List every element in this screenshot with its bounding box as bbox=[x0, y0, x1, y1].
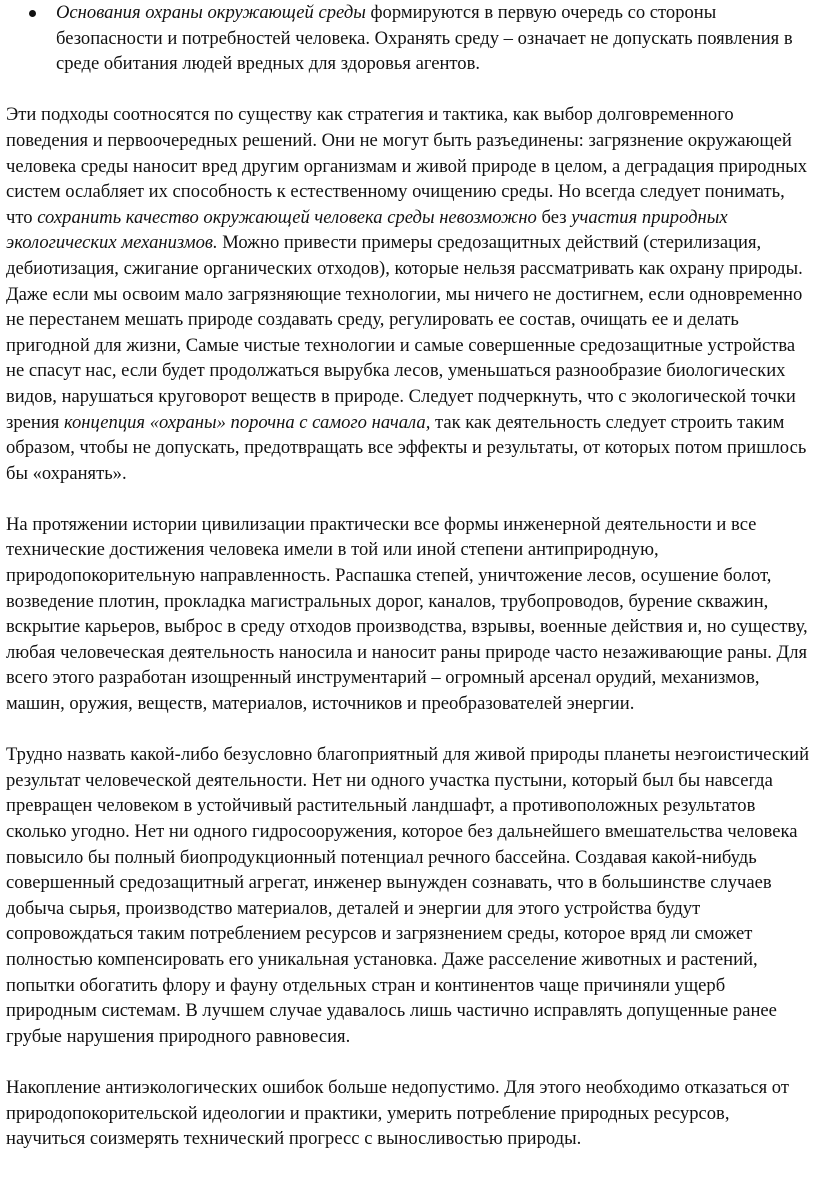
paragraph-gap bbox=[6, 1049, 812, 1075]
paragraph-1-emphasis-1: сохранить качество окружающей человека среды невозможно bbox=[37, 206, 537, 228]
paragraph-1-text-1: Эти подходы соотносятся по существу как стратегия и тактика, как выбор долговременного поведения и первоочередных решений. Они не могут быть разъединены: загрязнение окружающей человека среды наносит вред другим организмам и живой природе в целом, а деградация природных систем ослабляет их способность к естественному очищению среды. Но всегда следует понимать, что bbox=[6, 104, 808, 228]
paragraph-1-emphasis-2: участия природных экологических механизмов. bbox=[6, 206, 728, 254]
paragraph-3: Трудно назвать какой-либо безусловно благоприятный для живой природы планеты неэгоистический результат человеческой деятельности. Нет ни одного участка пустыни, который был бы навсегда превращен человеком в устойчивый растительный ландшафт, а противоположных результатов сколько угодно. Нет ни одного гидросооружения, которое без дальнейшего вмешательства человека повысило бы полный биопродукционный потенциал речного бассейна. Создавая какой-нибудь совершенный средозащитный агрегат, инженер вынужден сознавать, что в большинстве случаев добыча сырья, производство материалов, деталей и энергии для этого устройства будут сопровождаться таким потреблением ресурсов и загрязнением среды, которое вряд ли сможет полностью компенсировать его уникальная установка. Даже расселение животных и растений, попытки обогатить флору и фауну отдельных стран и континентов чаще причиняли ущерб природным системам. В лучшем случае удавалось лишь частично исправлять допущенные ранее грубые нарушения природного равновесия. bbox=[6, 744, 810, 1047]
bullet-text: формируются в первую очередь со стороны безопасности и потребностей человека. Охранять среду – означает не допускать появления в среде обитания людей вредных для здоровья агентов. bbox=[56, 2, 793, 75]
paragraph-2: На протяжении истории цивилизации практически все формы инженерной деятельности и все технические достижения человека имели в той или иной степени антиприродную, природопокорительную направленность. Распашка степей, уничтожение лесов, осушение болот, возведение плотин, прокладка магистральных дорог, каналов, трубопроводов, бурение скважин, вскрытие карьеров, выброс в среду отходов производства, взрывы, военные действия и, но существу, любая человеческая деятельность наносила и наносит раны природе часто незаживающие раны. Для всего этого разработан изощренный инструментарий – огромный арсенал орудий, механизмов, машин, оружия, веществ, материалов, источников и преобразователей энергии. bbox=[6, 513, 808, 715]
paragraph-4: Накопление антиэкологических ошибок больше недопустимо. Для этого необходимо отказаться от природопокорительской идеологии и практики, умерить потребление природных ресурсов, научиться соизмерять технический прогресс с выносливостью природы. bbox=[6, 1076, 789, 1150]
paragraph-gap bbox=[6, 486, 812, 512]
bullet-dot-icon bbox=[29, 10, 36, 17]
paragraph-gap bbox=[6, 77, 812, 103]
document-body bbox=[6, 0, 812, 1152]
list-item bbox=[6, 0, 812, 77]
paragraph-1-emphasis-3: концепция «охраны» порочна с самого начала, bbox=[64, 411, 431, 433]
paragraph-1-text-4: так как деятельность следует строить таким образом, чтобы не допускать, предотвращать все эффекты и результаты, от которых потом пришлось бы «охранять». bbox=[6, 411, 807, 484]
paragraph-1-text-3: Можно привести примеры средозащитных действий (стерилизация, дебиотизация, сжигание органических отходов), которые нельзя рассматривать как охрану природы. Даже если мы освоим мало загрязняющие технологии, мы ничего не достигнем, если одновременно не перестанем мешать природе создавать среду, регулировать ее состав, очищать ее и делать пригодной для жизни, Самые чистые технологии и самые совершенные средозащитные устройства не спасут нас, если будет продолжаться вырубка лесов, уменьшаться разнообразие биологических видов, нарушаться круговорот веществ в природе. Следует подчеркнуть, что с экологической точки зрения bbox=[6, 232, 803, 433]
paragraph-1-text-2: без bbox=[536, 206, 572, 228]
bullet-emphasis: Основания охраны окружающей среды bbox=[56, 2, 366, 23]
bullet-list bbox=[6, 0, 812, 77]
paragraph-1 bbox=[6, 102, 812, 486]
paragraph-gap bbox=[6, 717, 812, 743]
